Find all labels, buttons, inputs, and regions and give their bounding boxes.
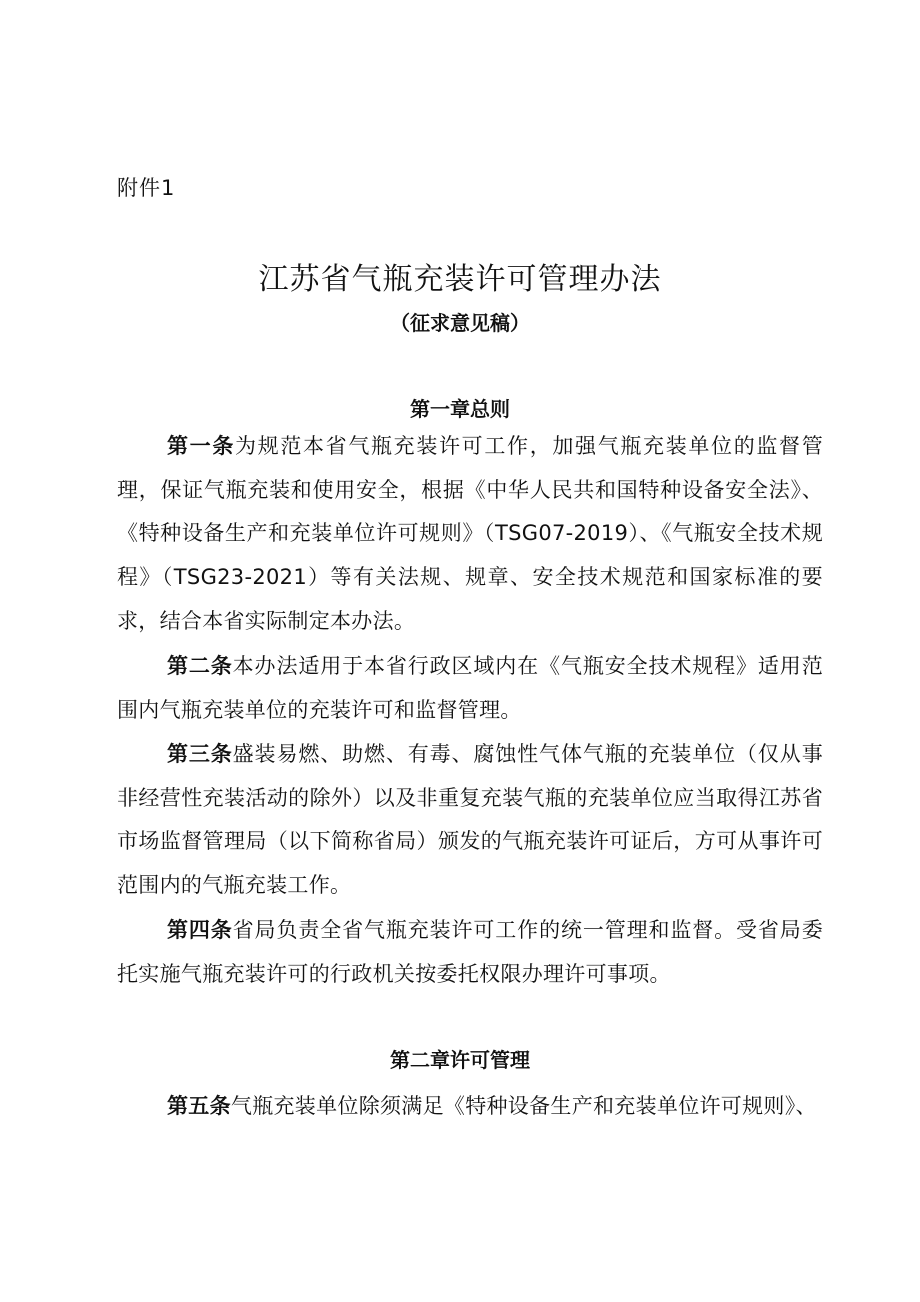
- article-5: [117, 1085, 823, 1129]
- article-5-heading: 第五条: [167, 1094, 231, 1118]
- article-1-text: 为规范本省气瓶充装许可工作，加强气瓶充装单位的监督管理，保证气瓶充装和使用安全，根据《中华人民共和国特种设备安全法》、《特种设备生产和充装单位许可规则》（TSG07-2019）、《气瓶安全技术规程》（TSG23-2021）等有关法规、规章、安全技术规范和国家标准的要求，结合本省实际制定本办法。: [117, 434, 823, 633]
- article-1-heading: 第一条: [167, 434, 236, 458]
- article-3-text: 盛装易燃、助燃、有毒、腐蚀性气体气瓶的充装单位（仅从事非经营性充装活动的除外）以及非重复充装气瓶的充装单位应当取得江苏省市场监督管理局（以下简称省局）颁发的气瓶充装许可证后，方可从事许可范围内的气瓶充装工作。: [117, 742, 823, 898]
- article-5-text: 气瓶充装单位除须满足《特种设备生产和充装单位许可规则》、: [230, 1094, 817, 1118]
- document-title: 江苏省气瓶充装许可管理办法: [258, 262, 662, 297]
- article-2-text: 本办法适用于本省行政区域内在《气瓶安全技术规程》适用范围内气瓶充装单位的充装许可和监督管理。: [117, 654, 823, 722]
- article-3-heading: 第三条: [167, 742, 233, 766]
- article-3: [117, 733, 823, 908]
- attachment-label: 附件1: [117, 176, 176, 200]
- article-4-text: 省局负责全省气瓶充装许可工作的统一管理和监督。受省局委托实施气瓶充装许可的行政机关按委托权限办理许可事项。: [117, 918, 823, 986]
- chapter-heading-license-management: 第二章许可管理: [390, 1048, 530, 1072]
- article-1: [117, 425, 823, 644]
- article-4: [117, 909, 823, 996]
- document-subtitle: （征求意见稿）: [390, 311, 530, 335]
- article-2: [117, 645, 823, 732]
- article-4-heading: 第四条: [167, 918, 233, 942]
- article-2-heading: 第二条: [167, 654, 233, 678]
- chapter-heading-general: 第一章总则: [410, 397, 510, 421]
